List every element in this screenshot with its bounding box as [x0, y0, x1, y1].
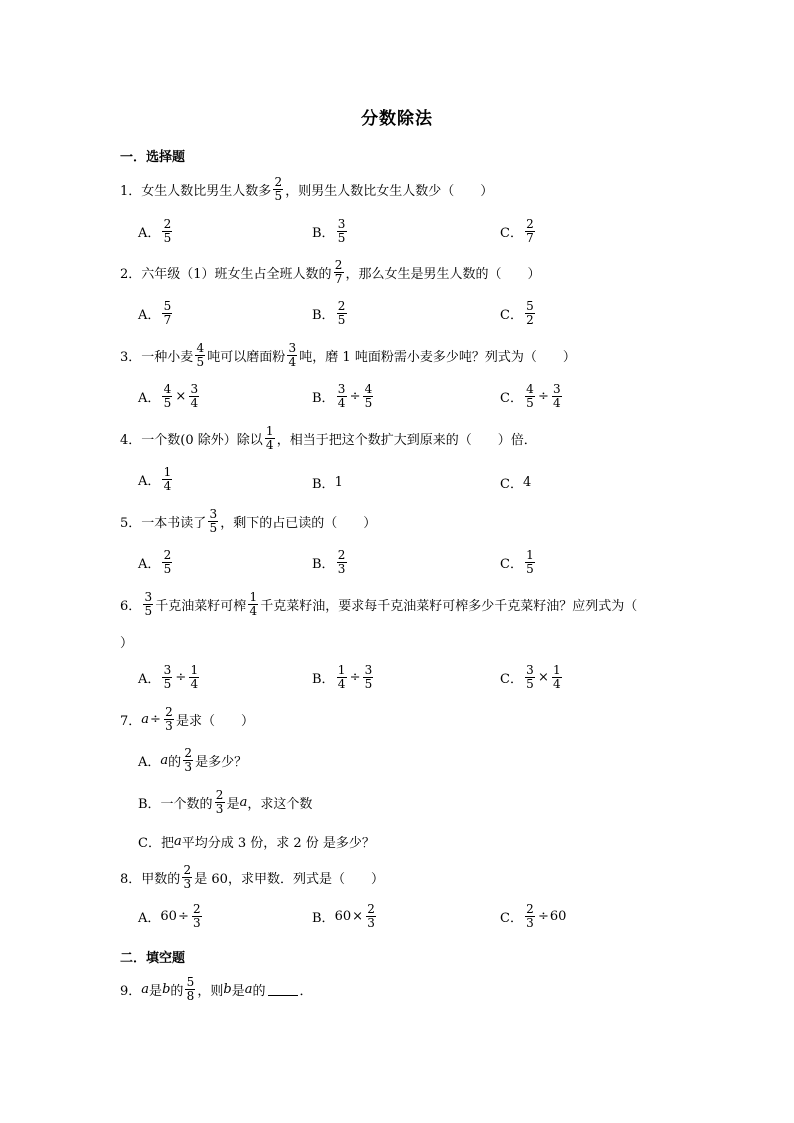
question-4: 4．一个数(0 除外）除以 $\frac{1}{4}$ ，相当于把这个数扩大到原来的（ ）倍．	[120, 424, 537, 452]
section-heading-choice: 一．选择题	[120, 150, 186, 165]
q2-option-c[interactable]: C． $\frac{5}{2}$	[500, 299, 534, 327]
fraction: $\frac{2}{3}$	[165, 705, 173, 733]
q6-option-b[interactable]: B． $\frac{1}{4}$ ÷ $\frac{3}{5}$	[312, 663, 373, 691]
fraction: $\frac{4}{5}$	[196, 341, 205, 369]
q6-option-a[interactable]: A． $\frac{3}{5}$ ÷ $\frac{1}{4}$	[138, 663, 199, 691]
question-5: 5．一本书读了 $\frac{3}{5}$ ，剩下的占已读的（ ）	[120, 507, 377, 535]
fraction: $\frac{1}{4}$	[249, 590, 258, 618]
fraction: $\frac{3}{5}$	[209, 507, 218, 535]
question-9: 9． a 是 b 的 $\frac{5}{8}$ ，则 b 是 a 的 ．	[120, 975, 313, 1003]
question-7: 7． a ÷ $\frac{2}{3}$ 是求（ ）	[120, 705, 254, 733]
q3-option-a[interactable]: A． $\frac{4}{5}$ × $\frac{3}{4}$	[138, 382, 199, 410]
q7-option-b[interactable]: B．一个数的 $\frac{2}{3}$ 是 a ，求这个数	[138, 788, 313, 816]
page-title: 分数除法	[361, 109, 433, 129]
question-2	[120, 259, 541, 286]
q1-option-c[interactable]: C． $\frac{2}{7}$	[500, 217, 534, 245]
question-3: 3．一种小麦 $\frac{4}{5}$ 吨可以磨面粉 $\frac{3}{4}$ 吨，磨 1 吨面粉需小麦多少吨？列式为（ ）	[120, 341, 576, 369]
fraction: $\frac{2}{7}$	[334, 258, 343, 286]
answer-blank[interactable]	[268, 983, 298, 996]
question-6: 6． $\frac{3}{5}$ 千克油菜籽可榨 $\frac{1}{4}$ 千克菜籽油，要求每千克油菜籽可榨多少千克菜籽油？应列式为（	[120, 590, 638, 618]
q5-option-c[interactable]: C． $\frac{1}{5}$	[500, 548, 534, 576]
q4-option-b[interactable]: B． 1	[312, 475, 343, 492]
question-text: ，那么女生是男生人数的（ ）	[345, 267, 541, 282]
q1-option-a[interactable]: A． $\frac{2}{5}$	[138, 217, 172, 245]
q3-option-c[interactable]: C． $\frac{4}{5}$ ÷ $\frac{3}{4}$	[500, 382, 561, 410]
section-heading-fill-in: 二．填空题	[120, 951, 186, 966]
q8-option-b[interactable]: B． 60 × $\frac{2}{3}$	[312, 902, 375, 930]
q2-option-b[interactable]: B． $\frac{2}{5}$	[312, 299, 346, 327]
fraction: $\frac{5}{8}$	[186, 975, 195, 1003]
q4-option-a[interactable]: A． $\frac{1}{4}$	[138, 465, 172, 493]
fraction: $\frac{2}{3}$	[183, 863, 192, 891]
q7-option-a[interactable]: A． a 的 $\frac{2}{3}$ 是多少？	[138, 746, 248, 774]
question-text: 1．女生人数比男生人数多	[120, 184, 272, 199]
q3-option-b[interactable]: B． $\frac{3}{4}$ ÷ $\frac{4}{5}$	[312, 382, 373, 410]
q7-option-c[interactable]: C．把 a 平均分成 3 份，求 2 份 是多少？	[138, 834, 375, 851]
q1-option-b[interactable]: B． $\frac{3}{5}$	[312, 217, 346, 245]
question-text: ，则男生人数比女生人数少（ ）	[285, 184, 494, 199]
fraction: $\frac{1}{4}$	[265, 424, 274, 452]
q5-option-b[interactable]: B． $\frac{2}{3}$	[312, 548, 346, 576]
question-text: 2．六年级（1）班女生占全班人数的	[120, 267, 332, 282]
fraction: $\frac{3}{5}$	[144, 590, 153, 618]
q8-option-c[interactable]: C． $\frac{2}{3}$ ÷ 60	[500, 902, 567, 930]
q6-option-c[interactable]: C． $\frac{3}{5}$ × $\frac{1}{4}$	[500, 663, 561, 691]
question-6-continued: ）	[120, 636, 134, 651]
fraction: $\frac{3}{4}$	[288, 341, 297, 369]
q8-option-a[interactable]: A． 60 ÷ $\frac{2}{3}$	[138, 902, 201, 930]
q5-option-a[interactable]: A． $\frac{2}{5}$	[138, 548, 172, 576]
q4-option-c[interactable]: C． 4	[500, 475, 532, 492]
fraction: $\frac{2}{5}$	[274, 175, 283, 203]
q2-option-a[interactable]: A． $\frac{5}{7}$	[138, 299, 172, 327]
question-8: 8．甲数的 $\frac{2}{3}$ 是 60，求甲数．列式是（ ）	[120, 863, 384, 891]
question-1	[120, 176, 493, 203]
